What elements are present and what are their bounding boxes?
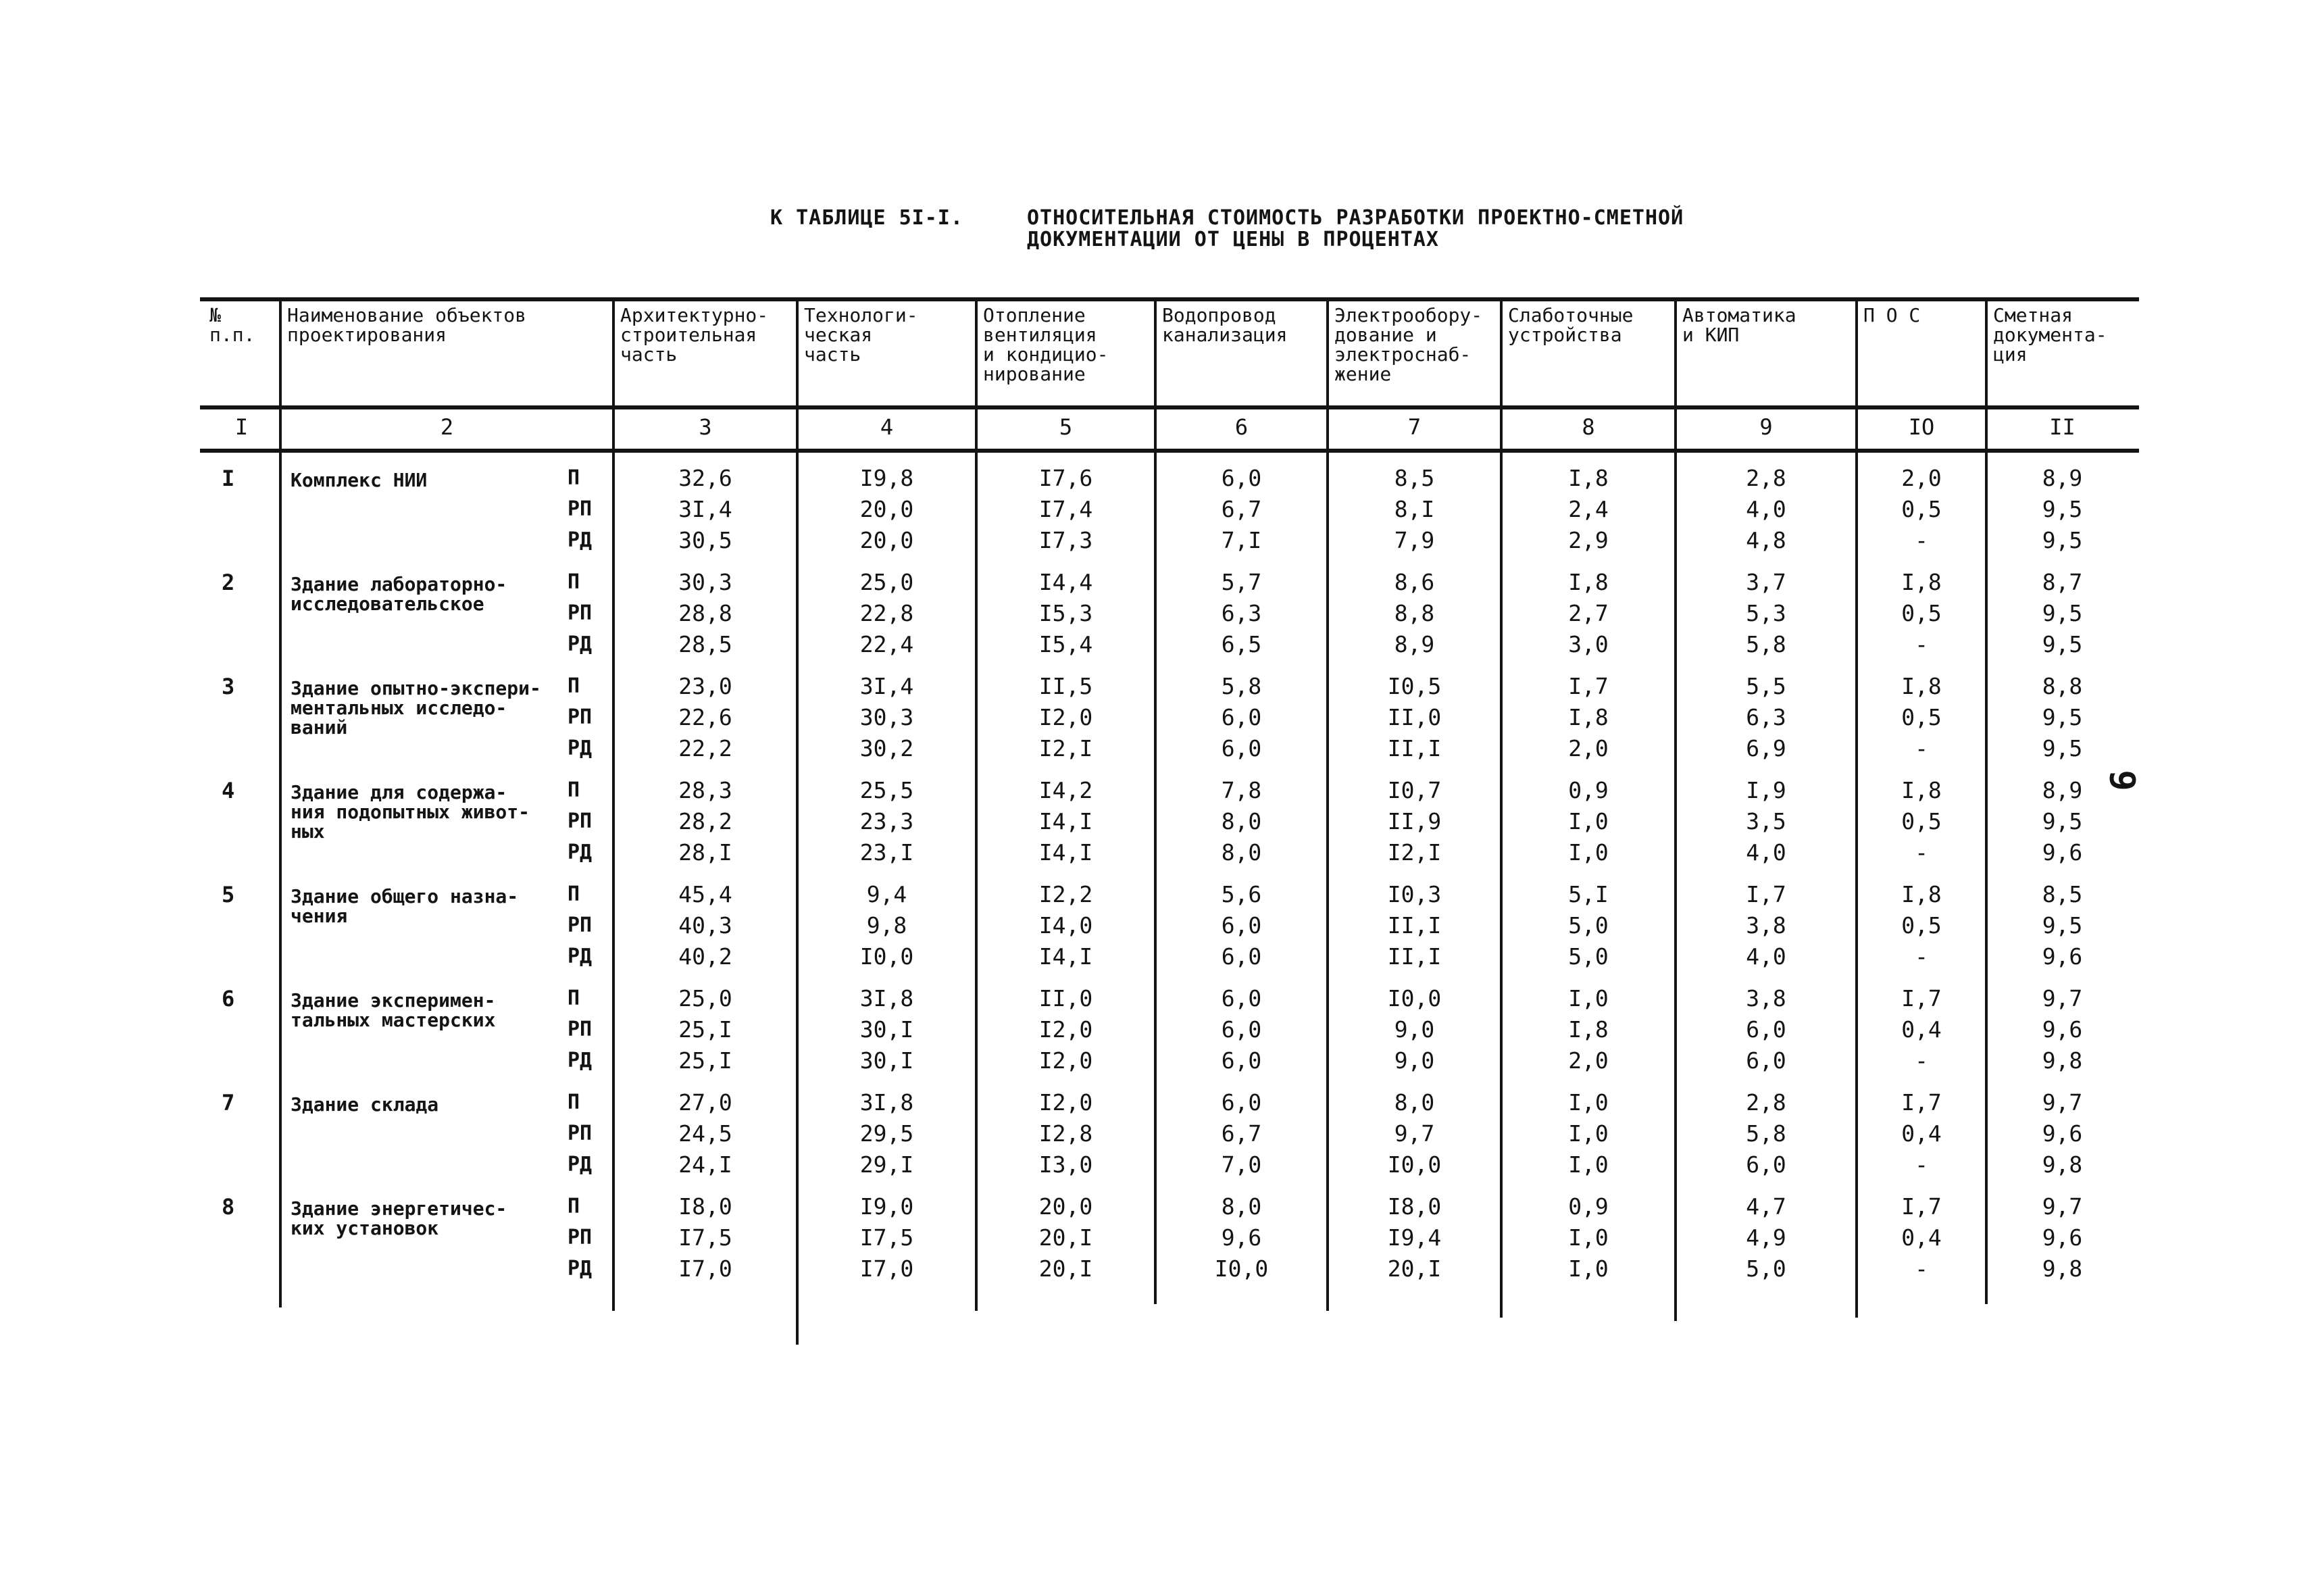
table-cell: 9,8 xyxy=(2042,1047,2083,1074)
table-cell: 6,0 xyxy=(1221,1089,1262,1116)
object-name: Здание общего назна- чения xyxy=(291,885,519,927)
table-cell: 5,I xyxy=(1568,881,1609,907)
table-cell: 9,6 xyxy=(2042,1224,2083,1251)
stage-label: РП xyxy=(568,809,593,833)
table-cell: I,0 xyxy=(1568,1255,1609,1282)
stage-label: РД xyxy=(568,1257,593,1280)
stage-label: П xyxy=(568,1091,580,1114)
table-cell: I4,I xyxy=(1038,808,1093,834)
table-cell: 7,8 xyxy=(1221,777,1262,803)
table-cell: 9,6 xyxy=(1221,1224,1262,1251)
table-cell: 24,5 xyxy=(678,1120,732,1147)
document-title-line-1: ОТНОСИТЕЛЬНАЯ СТОИМОСТЬ РАЗРАБОТКИ ПРОЕКТНО-СМЕТНОЙ xyxy=(1027,206,1684,230)
table-cell: 6,0 xyxy=(1221,985,1262,1012)
table-cell: 25,0 xyxy=(859,569,914,595)
table-cell: 5,8 xyxy=(1746,1120,1786,1147)
table-cell: 4,7 xyxy=(1746,1193,1786,1220)
header-bottom-rule xyxy=(200,405,2139,409)
table-cell: 20,I xyxy=(1387,1255,1442,1282)
table-cell: 9,7 xyxy=(2042,1193,2083,1220)
table-cell: I9,0 xyxy=(859,1193,914,1220)
table-cell: 7,0 xyxy=(1221,1151,1262,1178)
stage-label: РД xyxy=(568,632,593,656)
table-cell: 4,0 xyxy=(1746,943,1786,970)
table-cell: I0,7 xyxy=(1387,777,1442,803)
row-number: 8 xyxy=(222,1194,235,1220)
table-cell: I,7 xyxy=(1901,985,1942,1012)
table-cell: 22,6 xyxy=(678,704,732,730)
table-cell: 6,0 xyxy=(1221,1016,1262,1043)
table-cell: 20,I xyxy=(1038,1224,1093,1251)
table-cell: 8,6 xyxy=(1394,569,1435,595)
table-cell: 2,4 xyxy=(1568,496,1609,522)
table-cell: 22,2 xyxy=(678,735,732,762)
table-cell: 8,9 xyxy=(2042,465,2083,491)
table-cell: 9,6 xyxy=(2042,839,2083,866)
table-cell: I5,3 xyxy=(1038,600,1093,626)
table-cell: 5,8 xyxy=(1746,631,1786,657)
table-cell: 45,4 xyxy=(678,881,732,907)
stage-label: П xyxy=(568,570,580,594)
table-cell: 0,5 xyxy=(1901,808,1942,834)
stage-label: РД xyxy=(568,945,593,968)
column-number-rule xyxy=(200,449,2139,453)
table-cell: - xyxy=(1915,735,1928,762)
table-cell: I2,0 xyxy=(1038,1089,1093,1116)
table-cell: I0,5 xyxy=(1387,673,1442,699)
table-cell: 4,9 xyxy=(1746,1224,1786,1251)
stage-label: РД xyxy=(568,841,593,864)
table-cell: 30,5 xyxy=(678,527,732,553)
row-number: 4 xyxy=(222,778,235,803)
column-number: 5 xyxy=(1059,414,1073,440)
table-cell: II,5 xyxy=(1038,673,1093,699)
column-number: II xyxy=(2049,414,2076,440)
table-cell: 3,0 xyxy=(1568,631,1609,657)
table-cell: 6,9 xyxy=(1746,735,1786,762)
column-header: Отопление вентиляция и кондицио- нирование xyxy=(983,304,1109,385)
row-number: 6 xyxy=(222,986,235,1012)
column-header: Электрообору- дование и электроснаб- жение xyxy=(1334,304,1483,385)
table-cell: 5,0 xyxy=(1568,943,1609,970)
column-number: 9 xyxy=(1759,414,1773,440)
table-cell: 25,0 xyxy=(678,985,732,1012)
table-cell: I2,I xyxy=(1387,839,1442,866)
stage-label: РП xyxy=(568,601,593,625)
object-name: Здание склада xyxy=(291,1093,439,1116)
column-header: № п.п. xyxy=(209,304,255,346)
stage-label: РП xyxy=(568,914,593,937)
table-cell: 30,2 xyxy=(859,735,914,762)
table-cell: - xyxy=(1915,527,1928,553)
table-cell: I5,4 xyxy=(1038,631,1093,657)
table-cell: 20,0 xyxy=(859,527,914,553)
table-cell: 7,9 xyxy=(1394,527,1435,553)
object-name: Здание для содержа- ния подопытных живот- ных xyxy=(291,781,530,843)
page-number: 9 xyxy=(2101,770,2142,791)
table-cell: 9,7 xyxy=(2042,1089,2083,1116)
table-cell: 9,5 xyxy=(2042,735,2083,762)
row-number: 3 xyxy=(222,674,235,699)
table-cell: 8,5 xyxy=(2042,881,2083,907)
object-name: Здание эксперимен- тальных мастерских xyxy=(291,989,496,1031)
table-cell: 6,3 xyxy=(1221,600,1262,626)
stage-label: П xyxy=(568,466,580,490)
table-cell: 8,9 xyxy=(1394,631,1435,657)
table-cell: 8,0 xyxy=(1394,1089,1435,1116)
table-cell: 20,0 xyxy=(1038,1193,1093,1220)
object-name: Здание энергетичес- ких установок xyxy=(291,1197,507,1239)
table-cell: 8,9 xyxy=(2042,777,2083,803)
row-number: I xyxy=(222,466,235,491)
table-cell: I2,0 xyxy=(1038,1016,1093,1043)
table-cell: I4,I xyxy=(1038,943,1093,970)
table-cell: 9,6 xyxy=(2042,943,2083,970)
table-cell: 9,7 xyxy=(1394,1120,1435,1147)
table-cell: I7,5 xyxy=(678,1224,732,1251)
table-cell: 23,I xyxy=(859,839,914,866)
table-cell: 8,0 xyxy=(1221,1193,1262,1220)
table-cell: I2,0 xyxy=(1038,704,1093,730)
table-cell: I9,4 xyxy=(1387,1224,1442,1251)
table-cell: 9,7 xyxy=(2042,985,2083,1012)
table-cell: I,7 xyxy=(1746,881,1786,907)
table-cell: I,0 xyxy=(1568,1224,1609,1251)
table-cell: 8,8 xyxy=(2042,673,2083,699)
table-cell: 30,I xyxy=(859,1016,914,1043)
table-cell: I,0 xyxy=(1568,839,1609,866)
table-cell: 2,8 xyxy=(1746,1089,1786,1116)
table-cell: I,8 xyxy=(1901,777,1942,803)
table-cell: 3,5 xyxy=(1746,808,1786,834)
table-cell: 9,5 xyxy=(2042,808,2083,834)
table-cell: I,8 xyxy=(1568,569,1609,595)
table-cell: 2,9 xyxy=(1568,527,1609,553)
table-cell: I,0 xyxy=(1568,1120,1609,1147)
table-cell: 23,0 xyxy=(678,673,732,699)
table-cell: 28,2 xyxy=(678,808,732,834)
table-cell: 9,5 xyxy=(2042,631,2083,657)
table-cell: I8,0 xyxy=(678,1193,732,1220)
table-cell: II,0 xyxy=(1387,704,1442,730)
table-cell: 30,3 xyxy=(859,704,914,730)
table-cell: I,8 xyxy=(1901,569,1942,595)
table-cell: I2,2 xyxy=(1038,881,1093,907)
table-cell: I,8 xyxy=(1901,673,1942,699)
row-number: 7 xyxy=(222,1090,235,1116)
table-cell: 7,I xyxy=(1221,527,1262,553)
table-cell: 9,5 xyxy=(2042,912,2083,939)
column-number: 6 xyxy=(1234,414,1249,440)
table-cell: 28,5 xyxy=(678,631,732,657)
table-cell: I0,0 xyxy=(859,943,914,970)
table-cell: 9,6 xyxy=(2042,1120,2083,1147)
table-cell: 40,3 xyxy=(678,912,732,939)
table-top-rule xyxy=(200,297,2139,301)
table-cell: 9,8 xyxy=(866,912,907,939)
table-cell: 5,3 xyxy=(1746,600,1786,626)
table-cell: 2,0 xyxy=(1901,465,1942,491)
table-cell: 0,5 xyxy=(1901,496,1942,522)
table-cell: 6,0 xyxy=(1221,465,1262,491)
table-cell: I,7 xyxy=(1901,1193,1942,1220)
column-header: Водопровод канализация xyxy=(1162,304,1288,346)
table-cell: 0,9 xyxy=(1568,777,1609,803)
table-cell: 0,4 xyxy=(1901,1120,1942,1147)
table-cell: 24,I xyxy=(678,1151,732,1178)
table-cell: 0,9 xyxy=(1568,1193,1609,1220)
table-cell: I,0 xyxy=(1568,1089,1609,1116)
table-cell: 20,I xyxy=(1038,1255,1093,1282)
table-cell: 9,5 xyxy=(2042,704,2083,730)
table-cell: 3I,4 xyxy=(859,673,914,699)
table-cell: I,8 xyxy=(1568,465,1609,491)
table-cell: I,7 xyxy=(1901,1089,1942,1116)
table-cell: I4,I xyxy=(1038,839,1093,866)
table-cell: 6,0 xyxy=(1746,1151,1786,1178)
table-cell: 6,0 xyxy=(1746,1047,1786,1074)
table-cell: 0,5 xyxy=(1901,912,1942,939)
column-number: 3 xyxy=(699,414,712,440)
table-cell: 3I,8 xyxy=(859,985,914,1012)
object-name: Комплекс НИИ xyxy=(291,469,428,491)
stage-label: РП xyxy=(568,705,593,729)
stage-label: П xyxy=(568,882,580,906)
column-header: Наименование объектов проектирования xyxy=(287,304,527,346)
table-cell: I7,3 xyxy=(1038,527,1093,553)
table-cell: 3,8 xyxy=(1746,985,1786,1012)
table-cell: I3,0 xyxy=(1038,1151,1093,1178)
table-cell: 9,0 xyxy=(1394,1047,1435,1074)
table-cell: I0,0 xyxy=(1387,1151,1442,1178)
stage-label: РД xyxy=(568,1153,593,1176)
table-cell: I2,8 xyxy=(1038,1120,1093,1147)
table-cell: 4,0 xyxy=(1746,496,1786,522)
table-cell: 6,0 xyxy=(1221,1047,1262,1074)
table-cell: 6,0 xyxy=(1746,1016,1786,1043)
table-cell: 5,8 xyxy=(1221,673,1262,699)
table-cell: I7,0 xyxy=(859,1255,914,1282)
table-cell: II,I xyxy=(1387,943,1442,970)
table-cell: 8,0 xyxy=(1221,808,1262,834)
column-number: 4 xyxy=(880,414,894,440)
stage-label: РП xyxy=(568,1018,593,1041)
stage-label: П xyxy=(568,987,580,1010)
stage-label: П xyxy=(568,1195,580,1218)
table-cell: 6,7 xyxy=(1221,1120,1262,1147)
row-number: 2 xyxy=(222,570,235,595)
table-cell: 25,I xyxy=(678,1047,732,1074)
table-cell: 6,0 xyxy=(1221,735,1262,762)
table-cell: 8,7 xyxy=(2042,569,2083,595)
table-cell: 0,5 xyxy=(1901,600,1942,626)
table-cell: 0,4 xyxy=(1901,1224,1942,1251)
column-header: П О С xyxy=(1863,304,1921,326)
table-cell: I2,0 xyxy=(1038,1047,1093,1074)
table-cell: 6,0 xyxy=(1221,943,1262,970)
table-cell: 30,I xyxy=(859,1047,914,1074)
table-cell: I,0 xyxy=(1568,1151,1609,1178)
column-header: Архитектурно- строительная часть xyxy=(620,304,769,366)
table-cell: 8,0 xyxy=(1221,839,1262,866)
table-cell: I4,0 xyxy=(1038,912,1093,939)
table-cell: I4,2 xyxy=(1038,777,1093,803)
object-name: Здание лабораторно- исследовательское xyxy=(291,573,507,615)
table-cell: I,9 xyxy=(1746,777,1786,803)
table-cell: - xyxy=(1915,1255,1928,1282)
table-cell: 9,5 xyxy=(2042,600,2083,626)
table-cell: I7,6 xyxy=(1038,465,1093,491)
table-cell: 27,0 xyxy=(678,1089,732,1116)
table-cell: 29,5 xyxy=(859,1120,914,1147)
table-cell: I4,4 xyxy=(1038,569,1093,595)
table-cell: - xyxy=(1915,1151,1928,1178)
table-cell: 5,7 xyxy=(1221,569,1262,595)
table-cell: 9,6 xyxy=(2042,1016,2083,1043)
table-cell: I,8 xyxy=(1568,704,1609,730)
column-header: Слаботочные устройства xyxy=(1508,304,1634,346)
table-cell: I7,5 xyxy=(859,1224,914,1251)
column-header: Технологи- ческая часть xyxy=(804,304,918,366)
table-cell: 9,0 xyxy=(1394,1016,1435,1043)
table-cell: 23,3 xyxy=(859,808,914,834)
column-number: 8 xyxy=(1582,414,1595,440)
column-number: I xyxy=(234,414,249,440)
stage-label: РП xyxy=(568,1122,593,1145)
table-cell: 8,5 xyxy=(1394,465,1435,491)
table-cell: 5,5 xyxy=(1746,673,1786,699)
table-cell: 25,5 xyxy=(859,777,914,803)
stage-label: РД xyxy=(568,528,593,552)
table-cell: 6,0 xyxy=(1221,704,1262,730)
column-number: 2 xyxy=(440,414,454,440)
table-cell: 9,8 xyxy=(2042,1255,2083,1282)
table-cell: 22,8 xyxy=(859,600,914,626)
table-cell: 2,0 xyxy=(1568,735,1609,762)
table-cell: I0,3 xyxy=(1387,881,1442,907)
table-cell: 6,0 xyxy=(1221,912,1262,939)
table-cell: 25,I xyxy=(678,1016,732,1043)
stage-label: РП xyxy=(568,497,593,521)
table-cell: - xyxy=(1915,1047,1928,1074)
table-cell: I2,I xyxy=(1038,735,1093,762)
table-cell: II,0 xyxy=(1038,985,1093,1012)
table-cell: I,8 xyxy=(1901,881,1942,907)
table-cell: 28,3 xyxy=(678,777,732,803)
table-reference: К ТАБЛИЦЕ 5I-I. xyxy=(770,206,963,230)
table-cell: 0,4 xyxy=(1901,1016,1942,1043)
table-cell: 9,5 xyxy=(2042,527,2083,553)
stage-label: П xyxy=(568,674,580,698)
table-cell: I,7 xyxy=(1568,673,1609,699)
table-cell: I7,4 xyxy=(1038,496,1093,522)
table-cell: I,0 xyxy=(1568,808,1609,834)
table-cell: I7,0 xyxy=(678,1255,732,1282)
object-name: Здание опытно-экспери- ментальных исследо- ваний xyxy=(291,677,541,739)
table-cell: I,0 xyxy=(1568,985,1609,1012)
table-cell: 8,8 xyxy=(1394,600,1435,626)
table-cell: 3,8 xyxy=(1746,912,1786,939)
table-cell: 20,0 xyxy=(859,496,914,522)
column-divider xyxy=(279,297,282,1307)
table-cell: I0,0 xyxy=(1214,1255,1269,1282)
table-cell: 2,8 xyxy=(1746,465,1786,491)
table-cell: 3I,4 xyxy=(678,496,732,522)
table-cell: 28,8 xyxy=(678,600,732,626)
stage-label: РП xyxy=(568,1226,593,1249)
table-cell: 5,0 xyxy=(1746,1255,1786,1282)
stage-label: РД xyxy=(568,1049,593,1072)
table-cell: 32,6 xyxy=(678,465,732,491)
table-cell: I8,0 xyxy=(1387,1193,1442,1220)
column-header: Сметная документа- ция xyxy=(1993,304,2107,366)
table-cell: II,I xyxy=(1387,912,1442,939)
column-header: Автоматика и КИП xyxy=(1682,304,1796,346)
table-cell: 6,5 xyxy=(1221,631,1262,657)
table-cell: 22,4 xyxy=(859,631,914,657)
table-cell: 9,8 xyxy=(2042,1151,2083,1178)
table-cell: 9,4 xyxy=(866,881,907,907)
column-number: IO xyxy=(1908,414,1935,440)
table-cell: 6,3 xyxy=(1746,704,1786,730)
table-cell: - xyxy=(1915,839,1928,866)
table-cell: 4,0 xyxy=(1746,839,1786,866)
stage-label: П xyxy=(568,778,580,802)
stage-label: РД xyxy=(568,737,593,760)
table-cell: 2,7 xyxy=(1568,600,1609,626)
table-cell: 4,8 xyxy=(1746,527,1786,553)
table-cell: 40,2 xyxy=(678,943,732,970)
table-cell: - xyxy=(1915,943,1928,970)
table-cell: 28,I xyxy=(678,839,732,866)
column-number: 7 xyxy=(1407,414,1422,440)
table-cell: 6,7 xyxy=(1221,496,1262,522)
table-cell: 3I,8 xyxy=(859,1089,914,1116)
table-cell: 8,I xyxy=(1394,496,1435,522)
row-number: 5 xyxy=(222,882,235,907)
table-cell: 2,0 xyxy=(1568,1047,1609,1074)
document-title-line-2: ДОКУМЕНТАЦИИ ОТ ЦЕНЫ В ПРОЦЕНТАХ xyxy=(1027,228,1439,251)
table-cell: I9,8 xyxy=(859,465,914,491)
table-cell: 30,3 xyxy=(678,569,732,595)
table-cell: 5,0 xyxy=(1568,912,1609,939)
table-cell: II,9 xyxy=(1387,808,1442,834)
table-cell: 0,5 xyxy=(1901,704,1942,730)
table-cell: II,I xyxy=(1387,735,1442,762)
table-cell: I,8 xyxy=(1568,1016,1609,1043)
table-cell: 9,5 xyxy=(2042,496,2083,522)
table-cell: I0,0 xyxy=(1387,985,1442,1012)
table-cell: - xyxy=(1915,631,1928,657)
table-cell: 29,I xyxy=(859,1151,914,1178)
table-cell: 5,6 xyxy=(1221,881,1262,907)
table-cell: 3,7 xyxy=(1746,569,1786,595)
